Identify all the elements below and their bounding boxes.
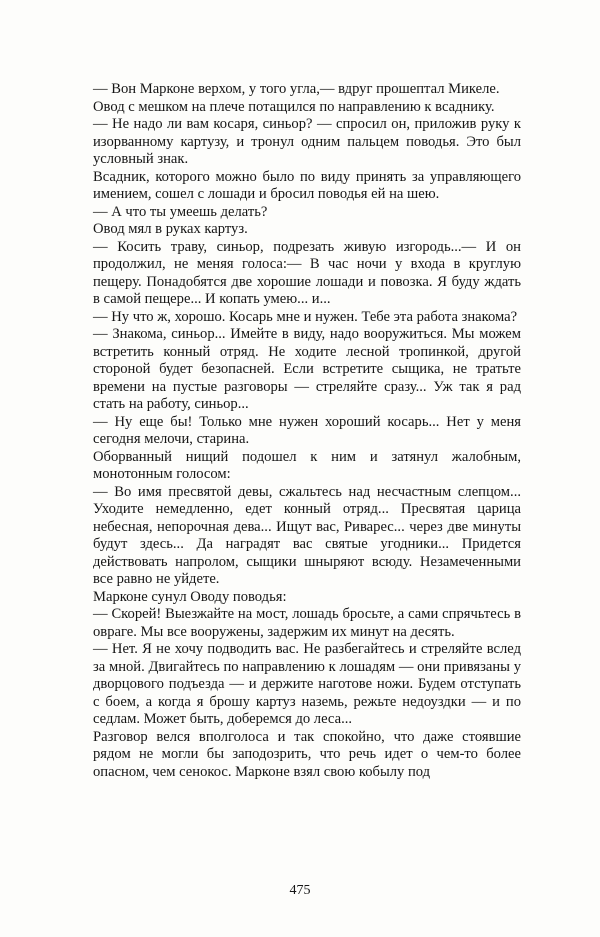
paragraph: — Косить траву, синьор, подрезать живую изгородь...— И он продолжил, не меняя голоса:— В час ночи у входа в круглую пещеру. Понадобятся две хорошие лошади и повозка. Я буду ждать в самой пещере... И копать умею... и... <box>93 238 521 307</box>
paragraph: — А что ты умеешь делать? <box>93 203 268 220</box>
paragraph: Разговор велся вполголоса и так спокойно, что даже стоявшие рядом не могли бы заподозрить, что речь идет о чем-то более опасном, чем сенокос. Марконе взял свою кобылу под <box>93 728 521 780</box>
paragraph: — Не надо ли вам косаря, синьор? — спросил он, приложив руку к изорванному картузу, и тронул одним пальцем поводья. Это был условный знак. <box>93 116 521 167</box>
paragraph: — Нет. Я не хочу подводить вас. Не разбегайтесь и стреляйте вслед за мной. Двигайтесь по направлению к лошадям — они привязаны у дворцового подъезда — и держите наготове ножи. Будем отступать с боем, а когда я брошу картуз наземь, режьте недоуздки — и по седлам. Может быть, доберемся до леса... <box>93 641 521 727</box>
paragraph: — Ну что ж, хорошо. Косарь мне и нужен. Тебе эта работа знакома? <box>93 308 518 325</box>
page-text <box>93 81 521 781</box>
paragraph: — Вон Марконе верхом, у того угла,— вдруг прошептал Микеле. <box>93 81 500 97</box>
paragraph: — Знакома, синьор... Имейте в виду, надо вооружиться. Мы можем встретить конный отряд. Не ходите лесной тропинкой, другой стороной будет безопасней. Если встретите сыщика, не тратьте времени на пустые разговоры — стреляйте сразу... Уж так я рад стать на работу, синьор... <box>93 326 521 412</box>
paragraph: — Ну еще бы! Только мне нужен хороший косарь... Нет у меня сегодня мелочи, старина. <box>93 413 521 447</box>
paragraph: — Скорей! Выезжайте на мост, лошадь бросьте, а сами спрячьтесь в овраге. Мы все вооружены, задержим их минут на десять. <box>93 606 521 640</box>
paragraph: Овод с мешком на плече потащился по направлению к всаднику. <box>93 98 495 115</box>
paragraph: Овод мял в руках картуз. <box>93 221 248 237</box>
paragraph: Оборванный нищий подошел к ним и затянул жалобным, монотонным голосом: <box>93 448 521 482</box>
paragraph: Марконе сунул Оводу поводья: <box>93 588 287 605</box>
page-number: 475 <box>289 883 311 898</box>
paragraph: Всадник, которого можно было по виду принять за управляющего имением, сошел с лошади и бросил поводья ей на шею. <box>93 168 521 202</box>
paragraph: — Во имя пресвятой девы, сжальтесь над несчастным слепцом... Уходите немедленно, едет конный отряд... Пресвятая царица небесная, непорочная дева... Ищут вас, Риварес... через две минуты будут здесь... Да наградят вас святые угодники... Придется действовать напролом, сыщики шныряют всюду. Незамеченными все равно не уйдете. <box>93 483 521 587</box>
